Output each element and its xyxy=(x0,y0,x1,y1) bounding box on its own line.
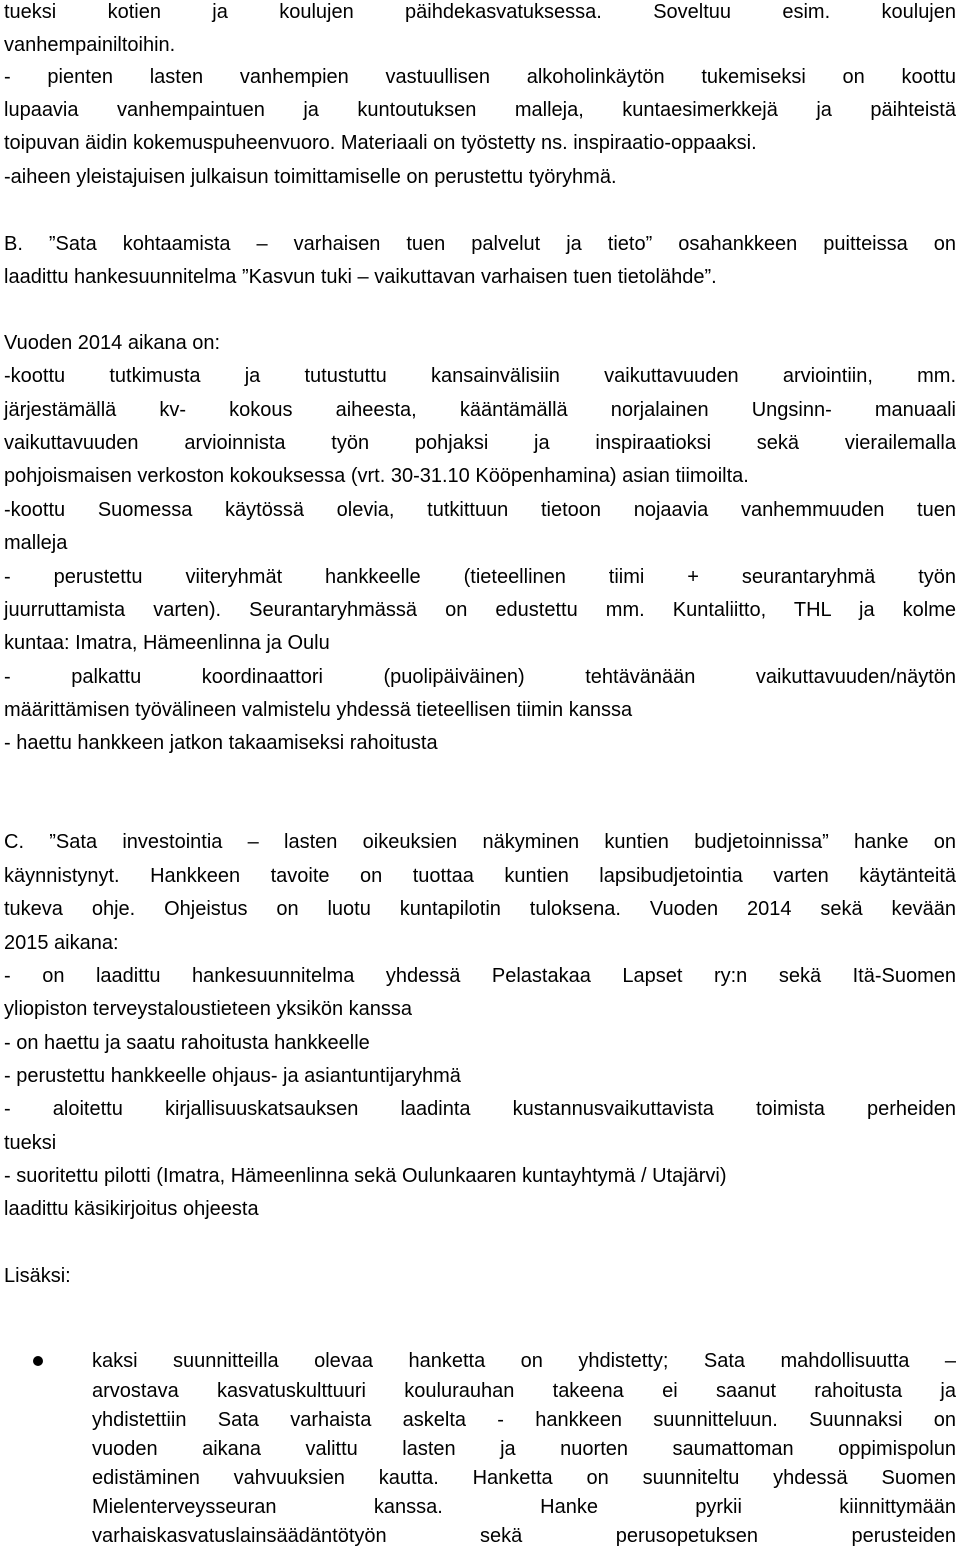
text-line: C. ”Sata investointia – lasten oikeuksien näkyminen kuntien budjetoinnissa” hanke on xyxy=(4,831,956,853)
text-line: pohjoismaisen verkoston kokouksessa (vrt. 30-31.10 Kööpenhamina) asian tiimoilta. xyxy=(4,465,749,487)
bullet-item-line: arvostava kasvatuskulttuuri koulurauhan takeena ei saanut rahoitusta ja xyxy=(92,1380,956,1402)
text-line: kuntaa: Imatra, Hämeenlinna ja Oulu xyxy=(4,632,330,654)
text-line: - haettu hankkeen jatkon takaamiseksi rahoitusta xyxy=(4,732,438,754)
bullet-item-line: kaksi suunnitteilla olevaa hanketta on yhdistetty; Sata mahdollisuutta – xyxy=(92,1350,956,1372)
text-line: juurruttamista varten). Seurantaryhmässä on edustettu mm. Kuntaliitto, THL ja kolme xyxy=(4,599,956,621)
text-line: -koottu tutkimusta ja tutustuttu kansainvälisiin vaikuttavuuden arviointiin, mm. xyxy=(4,365,956,387)
text-line: järjestämällä kv- kokous aiheesta, kääntämällä norjalainen Ungsinn- manuaali xyxy=(4,399,956,421)
text-line: tueksi kotien ja koulujen päihdekasvatuksessa. Soveltuu esim. koulujen xyxy=(4,1,956,23)
text-line: vaikuttavuuden arvioinnista työn pohjaksi ja inspiraatioksi sekä vierailemalla xyxy=(4,432,956,454)
bullet-item-line: yhdistettiin Sata varhaista askelta - hankkeen suunnitteluun. Suunnaksi on xyxy=(92,1409,956,1431)
text-line: 2015 aikana: xyxy=(4,932,119,954)
text-line: vanhempainiltoihin. xyxy=(4,34,176,56)
text-line: - perustettu hankkeelle ohjaus- ja asiantuntijaryhmä xyxy=(4,1065,461,1087)
text-line: - aloitettu kirjallisuuskatsauksen laadinta kustannusvaikuttavista toimista perheiden xyxy=(4,1098,956,1120)
text-line: - perustettu viiteryhmät hankkeelle (tieteellinen tiimi + seurantaryhmä työn xyxy=(4,566,956,588)
text-line: -aiheen yleistajuisen julkaisun toimittamiselle on perustettu työryhmä. xyxy=(4,166,617,188)
text-line: B. ”Sata kohtaamista – varhaisen tuen palvelut ja tieto” osahankkeen puitteissa on xyxy=(4,233,956,255)
text-line: tueksi xyxy=(4,1132,57,1154)
text-line: - palkattu koordinaattori (puolipäiväinen) tehtävänään vaikuttavuuden/näytön xyxy=(4,666,956,688)
text-line: toipuvan äidin kokemuspuheenvuoro. Materiaali on työstetty ns. inspiraatio-oppaaksi. xyxy=(4,132,757,154)
bullet-item-line: Mielenterveysseuran kanssa. Hanke pyrkii kiinnittymään xyxy=(92,1496,956,1518)
text-line: - on haettu ja saatu rahoitusta hankkeelle xyxy=(4,1032,370,1054)
text-line: yliopiston terveystaloustieteen yksikön kanssa xyxy=(4,998,412,1020)
text-line: määrittämisen työvälineen valmistelu yhdessä tieteellisen tiimin kanssa xyxy=(4,699,633,721)
text-line: malleja xyxy=(4,532,68,554)
text-line: käynnistynyt. Hankkeen tavoite on tuottaa kuntien lapsibudjetointia varten käytänteitä xyxy=(4,865,956,887)
bullet-icon xyxy=(33,1356,43,1366)
text-line: - on laadittu hankesuunnitelma yhdessä Pelastakaa Lapset ry:n sekä Itä-Suomen xyxy=(4,965,956,987)
text-line: Lisäksi: xyxy=(4,1265,71,1287)
text-line: laadittu hankesuunnitelma ”Kasvun tuki – vaikuttavan varhaisen tuen tietolähde”. xyxy=(4,266,717,288)
bullet-item-line: edistäminen vahvuuksien kautta. Hanketta on suunniteltu yhdessä Suomen xyxy=(92,1467,956,1489)
text-line: tukeva ohje. Ohjeistus on luotu kuntapilotin tuloksena. Vuoden 2014 sekä kevään xyxy=(4,898,956,920)
text-line: - suoritettu pilotti (Imatra, Hämeenlinna sekä Oulunkaaren kuntayhtymä / Utajärvi) xyxy=(4,1165,727,1187)
bullet-item-line: vuoden aikana valittu lasten ja nuorten saumattoman oppimispolun xyxy=(92,1438,956,1460)
text-line: Vuoden 2014 aikana on: xyxy=(4,332,221,354)
text-line: -koottu Suomessa käytössä olevia, tutkittuun tietoon nojaavia vanhemmuuden tuen xyxy=(4,499,956,521)
text-line: laadittu käsikirjoitus ohjeesta xyxy=(4,1198,259,1220)
text-line: - pienten lasten vanhempien vastuullisen alkoholinkäytön tukemiseksi on koottu xyxy=(4,66,956,88)
bullet-item-line: varhaiskasvatuslainsäädäntötyön sekä perusopetuksen perusteiden xyxy=(92,1525,956,1547)
text-line: lupaavia vanhempaintuen ja kuntoutuksen malleja, kuntaesimerkkejä ja päihteistä xyxy=(4,99,956,121)
